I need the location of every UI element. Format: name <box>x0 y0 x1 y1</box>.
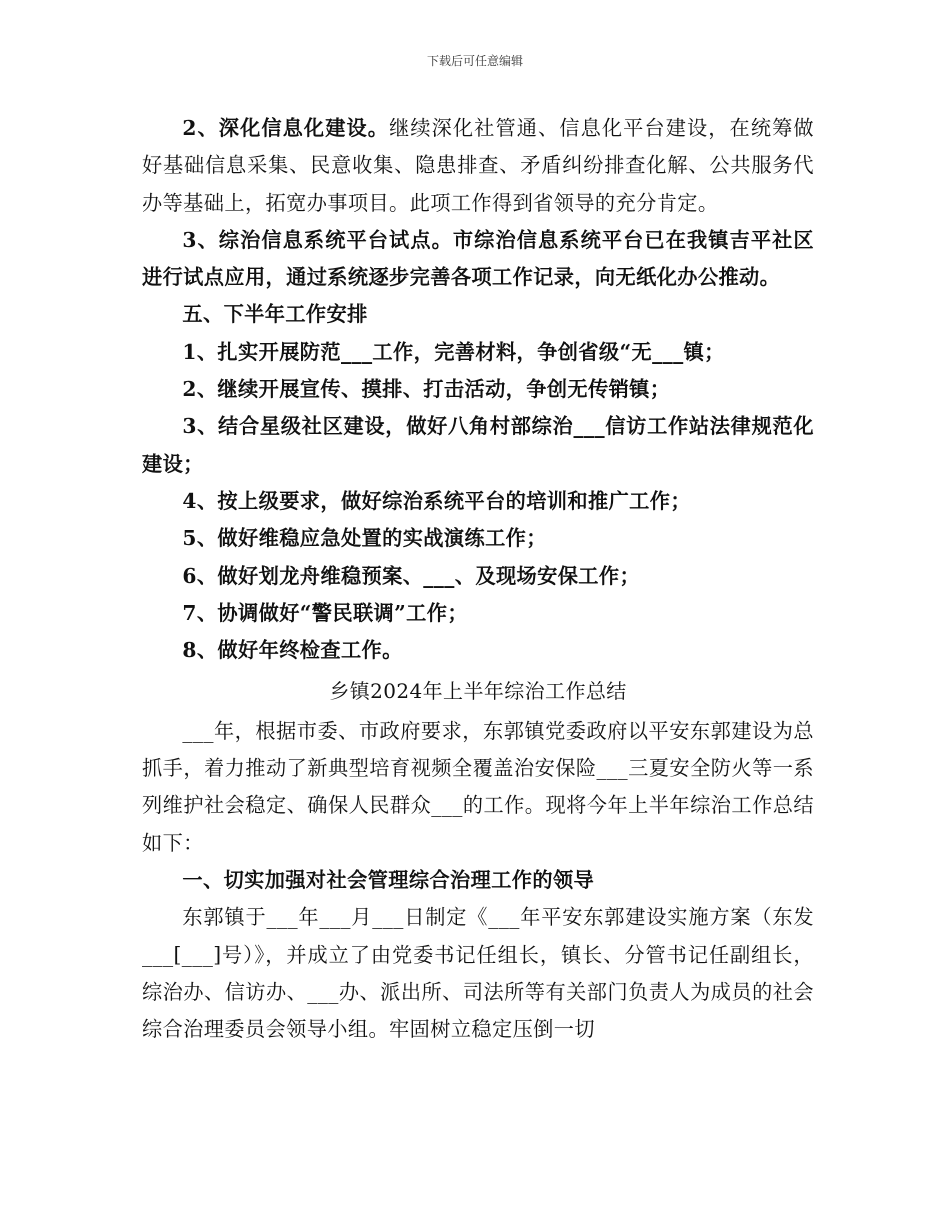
summary-title: 乡镇2024年上半年综治工作总结 <box>329 679 627 704</box>
section-5-item-2: 2、继续开展宣传、摸排、打击活动，争创无传销镇； <box>182 377 671 402</box>
section-5-item-8: 8、做好年终检查工作。 <box>182 638 403 663</box>
paragraph-text: 继续深化社管通、信息化平台建设，在统筹做好基础信息采集、民意收集、隐患排查、矛盾纠纷排查化解、公共服务代办等基础上，拓宽办事项目。此项工作得到省领导的充分肯定。 <box>142 116 814 215</box>
section-5-heading: 五、下半年工作安排 <box>182 302 368 327</box>
summary-intro: ___年，根据市委、市政府要求，东郭镇党委政府以平安东郭建设为总抓手，着力推动了新典型培育视频全覆盖治安保险___三夏安全防火等一系列维护社会稳定、确保人民群众___的工作。现将今年上半年综治工作总结如下： <box>142 718 814 855</box>
section-5-item-4: 4、按上级要求，做好综治系统平台的培训和推广工作； <box>182 488 691 513</box>
section-5-item-3: 3、结合星级社区建设，做好八角村部综治___信访工作站法律规范化建设； <box>142 414 814 476</box>
document-body <box>142 110 814 1048</box>
paragraph-lead: 2、深化信息化建设。 <box>182 116 390 140</box>
section-5-item-6: 6、做好划龙舟维稳预案、___、及现场安保工作； <box>182 563 641 588</box>
paragraph-pilot: 3、综治信息系统平台试点。市综治信息系统平台已在我镇吉平社区进行试点应用，通过系统逐步完善各项工作记录，向无纸化办公推动。 <box>142 227 814 290</box>
section-5-item-1: 1、扎实开展防范___工作，完善材料，争创省级“无___镇； <box>182 339 725 364</box>
paragraph-informatization <box>142 110 814 222</box>
section-5-item-7: 7、协调做好“警民联调”工作； <box>182 600 468 625</box>
section-1-body: 东郭镇于___年___月___日制定《___年平安东郭建设实施方案（东发___[___]号）》，并成立了由党委书记任组长，镇长、分管书记任副组长，综治办、信访办、___办、派出所、司法所等有关部门负责人为成员的社会综合治理委员会领导小组。牢固树立稳定压倒一切 <box>142 905 814 1042</box>
section-1-heading: 一、切实加强对社会管理综合治理工作的领导 <box>182 867 595 892</box>
section-5-item-5: 5、做好维稳应急处置的实战演练工作； <box>182 526 547 551</box>
page-header: 下载后可任意编辑 <box>426 54 523 68</box>
